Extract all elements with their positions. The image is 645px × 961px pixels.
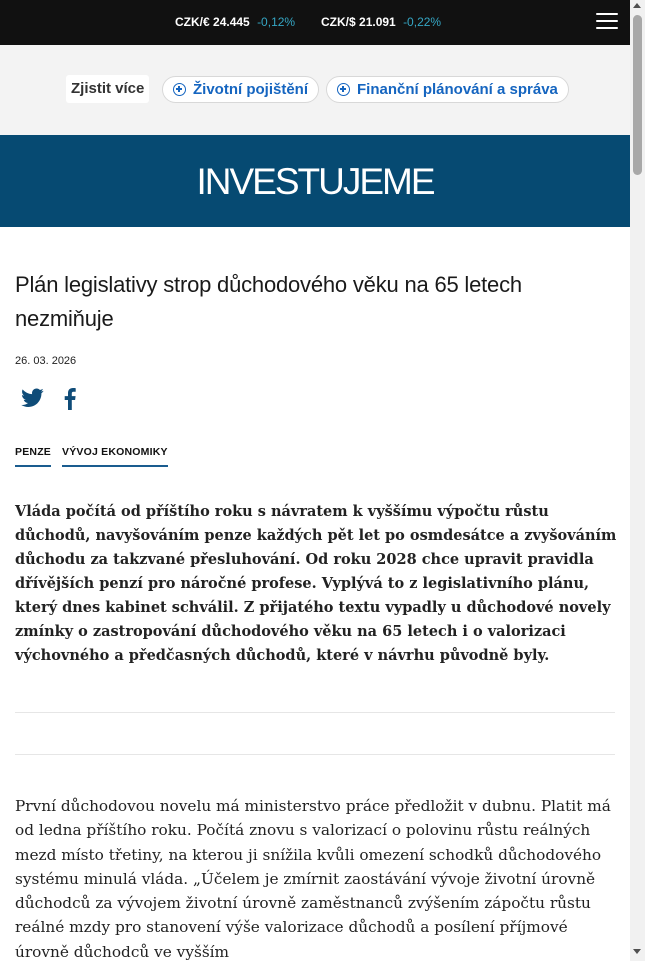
plus-circle-icon xyxy=(173,83,186,96)
article-date: 26. 03. 2026 xyxy=(15,355,77,367)
ticker-usd-value: 21.091 xyxy=(359,15,396,29)
ticker-eur-pair: CZK/€ xyxy=(175,15,210,29)
plus-circle-icon xyxy=(337,83,350,96)
topic-links-label: Zjistit více xyxy=(66,75,149,103)
scroll-down-arrow-icon[interactable] xyxy=(633,949,641,954)
brand-logo[interactable]: INVESTUJEME xyxy=(196,161,434,202)
divider xyxy=(15,754,615,755)
twitter-icon xyxy=(21,388,44,408)
scroll-up-arrow-icon[interactable] xyxy=(633,3,641,8)
twitter-share-button[interactable] xyxy=(21,388,44,413)
tag-vyvoj-ekonomiky[interactable]: VÝVOJ EKONOMIKY xyxy=(62,446,168,467)
page-scrollbar[interactable] xyxy=(630,0,645,961)
ticker-usd-change: -0,22% xyxy=(403,15,442,29)
divider xyxy=(15,712,615,713)
ticker-usd-pair: CZK/$ xyxy=(321,15,356,29)
ticker-eur xyxy=(175,15,295,29)
topic-link-label: Životní pojištění xyxy=(193,81,308,98)
ticker-eur-value: 24.445 xyxy=(213,15,250,29)
facebook-icon xyxy=(63,388,77,410)
topic-link-label: Finanční plánování a správa xyxy=(357,81,558,98)
article-title: Plán legislativy strop důchodového věku na 65 letech nezmiňuje xyxy=(15,272,522,331)
tag-penze[interactable]: PENZE xyxy=(15,446,51,467)
scrollbar-thumb[interactable] xyxy=(633,15,642,175)
ticker-eur-change: -0,12% xyxy=(257,15,296,29)
topic-link-financni-planovani[interactable] xyxy=(326,76,569,103)
hamburger-icon[interactable] xyxy=(596,13,618,31)
article-lead: Vláda počítá od příštího roku s návratem k vyššímu výpočtu růstu důchodů, navyšováním penze každých pět let po osmdesátce a zvyšováním důchodu za takzvané přesluhování. Od roku 2028 chce upravit pravidla dřívějších penzí pro náročné profese. Vyplývá to z legislativního plánu, který dnes kabinet schválil. Z přijatého textu vypadly u důchodové novely zmínky o zastropování důchodového věku na 65 letech i o valorizaci výchovného a předčasných důchodů, které v návrhu původně byly. xyxy=(15,503,617,664)
currency-ticker-bar xyxy=(0,0,630,45)
topic-link-zivotni-pojisteni[interactable] xyxy=(162,76,319,103)
ticker-usd xyxy=(321,15,441,29)
topic-links-band xyxy=(0,45,630,135)
article-body-paragraph: První důchodovou novelu má ministerstvo práce předložit v dubnu. Platit má od ledna příštího roku. Počítá znovu s valorizací o polovinu růstu reálných mezd místo třetiny, na kterou ji snížila kvůli omezení schodků důchodového systému minulá vláda. „Účelem je zmírnit zaostávání vývoje životní úrovně důchodců za vývojem životní úrovně zaměstnanců zvýšením zápočtu růstu reálné mzdy pro stanovení výše valorizace důchodů a posílení příjmové úrovně důchodců ve vyšším xyxy=(15,797,611,961)
facebook-share-button[interactable] xyxy=(63,388,77,415)
brand-header xyxy=(0,135,630,227)
